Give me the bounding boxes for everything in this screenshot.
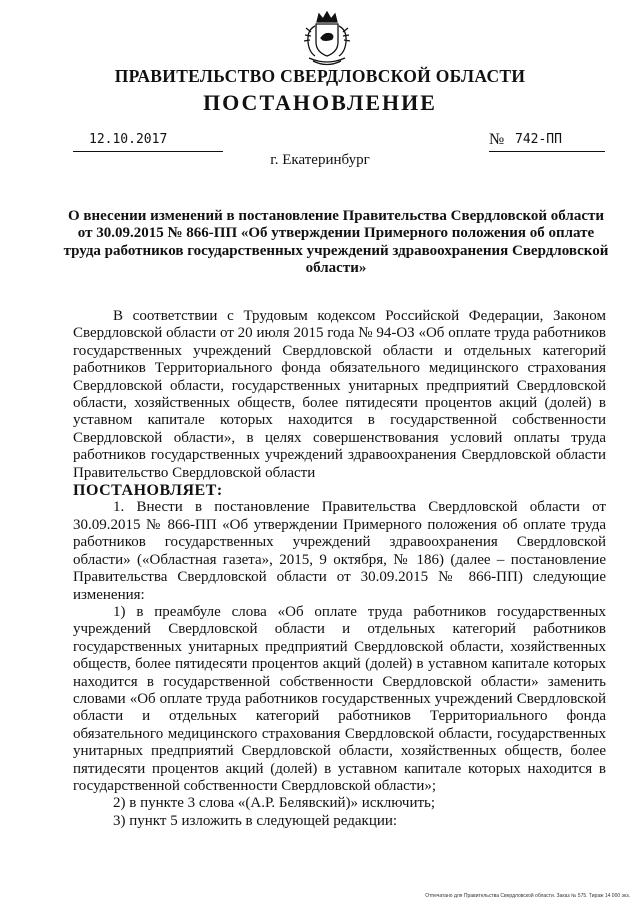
subitem-1-paragraph: 1) в преамбуле слова «Об оплате труда работников государственных учреждений Свердловской области и отдельных категорий работников государственных унитарных предприятий Свердловской области, хозяйственных обществ, более пятидесяти процентов акций (долей) в уставном капитале которых находится в государственной собственности Свердловской области» заменить словами «Об оплате труда работников государственных учреждений Свердловской области и отдельных категорий работников Территориального фонда обязательного медицинского страхования Свердловской области, государственных унитарных предприятий Свердловской области, хозяйственных обществ, более пятидесяти процентов акций (долей) в уставном капитале которых находится в государственной собственности Свердловской области»;	[73, 603, 606, 794]
preamble-paragraph: В соответствии с Трудовым кодексом Российской Федерации, Законом Свердловской области от 20 июля 2015 года № 94-ОЗ «Об оплате труда работников государственных учреждений Свердловской области и отдельных категорий работников Территориального фонда обязательного медицинского страхования Свердловской области, государственных унитарных предприятий Свердловской области, хозяйственных обществ, более пятидесяти процентов акций (долей) в уставном капитале которых находится в государственной собственности Свердловской области», в целях совершенствования условий оплаты труда работников государственных учреждений здравоохранения Свердловской области Правительство Свердловской области	[73, 308, 606, 481]
item-1-paragraph: 1. Внести в постановление Правительства Свердловской области от 30.09.2015 № 866-ПП «Об утверждении Примерного положения об оплате труда работников государственных учреждений здравоохранения Свердловской области» («Областная газета», 2015, 9 октября, № 186) (далее – постановление Правительства Свердловской области от 30.09.2015 № 866-ПП) следующие изменения:	[73, 499, 606, 603]
document-heading: О внесении изменений в постановление Правительства Свердловской области от 30.09.2015 № 866-ПП «Об утверждении Примерного положения об оплате труда работников государственных учреждений здравоохранения Свердловской области»	[63, 208, 609, 276]
document-type: ПОСТАНОВЛЕНИЕ	[203, 90, 437, 115]
government-title: ПРАВИТЕЛЬСТВО СВЕРДЛОВСКОЙ ОБЛАСТИ	[114, 66, 526, 86]
number-sign: №	[489, 131, 505, 148]
city-label: г. Екатеринбург	[270, 152, 370, 168]
document-body	[73, 308, 606, 830]
document-date: 12.10.2017	[89, 132, 168, 147]
subitem-2-paragraph: 2) в пункте 3 слова «(А.Р. Белявский)» исключить;	[113, 795, 436, 812]
document-number: 742-ПП	[515, 132, 562, 147]
number-field	[489, 131, 605, 152]
coat-of-arms-emblem	[301, 8, 353, 68]
subitem-3-paragraph: 3) пункт 5 изложить в следующей редакции:	[113, 812, 398, 829]
resolves-heading: ПОСТАНОВЛЯЕТ:	[73, 482, 223, 500]
date-field	[73, 131, 223, 152]
print-note: Отпечатано для Правительства Свердловской области. Заказ № 575. Тираж 14 000 экз.	[425, 893, 630, 899]
